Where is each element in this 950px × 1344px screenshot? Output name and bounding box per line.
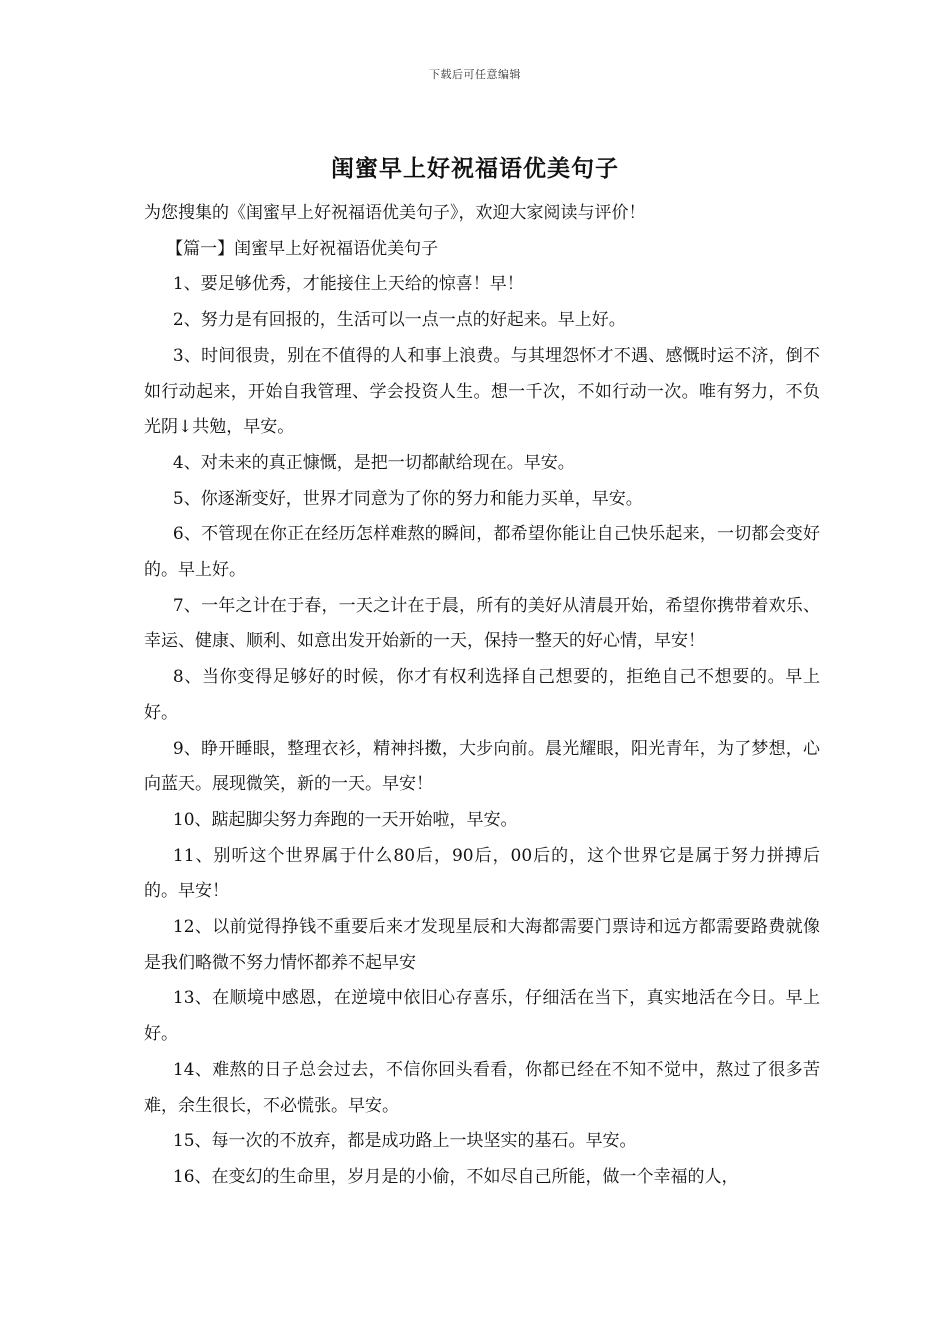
list-item: 6、不管现在你正在经历怎样难熬的瞬间，都希望你能让自己快乐起来，一切都会变好的。早上好。 <box>144 524 820 581</box>
list-item: 3、时间很贵，别在不值得的人和事上浪费。与其埋怨怀才不遇、感慨时运不济，倒不如行动起来，开始自我管理、学会投资人生。想一千次，不如行动一次。唯有努力，不负光阴↓共勉，早安。 <box>144 345 820 438</box>
list-item: 14、难熬的日子总会过去，不信你回头看看，你都已经在不知不觉中，熬过了很多苦难，余生很长，不必慌张。早安。 <box>144 1059 820 1116</box>
intro-paragraph: 为您搜集的《闺蜜早上好祝福语优美句子》，欢迎大家阅读与评价！ <box>144 203 646 223</box>
list-item: 16、在变幻的生命里，岁月是的小偷，不如尽自己所能，做一个幸福的人， <box>172 1166 739 1187</box>
list-item: 10、踮起脚尖努力奔跑的一天开始啦，早安。 <box>172 809 518 830</box>
list-item: 7、一年之计在于春，一天之计在于晨，所有的美好从清晨开始，希望你携带着欢乐、幸运、健康、顺利、如意出发开始新的一天，保持一整天的好心情，早安！ <box>144 595 820 652</box>
list-item: 12、以前觉得挣钱不重要后来才发现星辰和大海都需要门票诗和远方都需要路费就像是我们略微不努力情怀都养不起早安 <box>144 917 820 973</box>
list-item: 8、当你变得足够好的时候，你才有权利选择自己想要的，拒绝自己不想要的。早上好。 <box>144 667 820 723</box>
list-item: 4、对未来的真正慷慨，是把一切都献给现在。早安。 <box>172 452 575 473</box>
section-heading: 【篇一】闺蜜早上好祝福语优美句子 <box>166 238 439 259</box>
header-note: 下载后可任意编辑 <box>429 68 521 81</box>
list-item: 11、别听这个世界属于什么80后，90后，00后的，这个世界它是属于努力拼搏后的。早安！ <box>144 845 820 902</box>
list-item: 2、努力是有回报的，生活可以一点一点的好起来。早上好。 <box>172 310 626 331</box>
list-item: 1、要足够优秀，才能接住上天给的惊喜！早！ <box>172 274 524 295</box>
list-item: 13、在顺境中感恩，在逆境中依旧心存喜乐，仔细活在当下，真实地活在今日。早上好。 <box>144 988 820 1045</box>
document-body <box>144 196 820 1196</box>
list-item: 15、每一次的不放弃，都是成功路上一块坚实的基石。早安。 <box>172 1131 637 1152</box>
page-title: 闺蜜早上好祝福语优美句子 <box>331 155 619 182</box>
list-item: 5、你逐渐变好，世界才同意为了你的努力和能力买单，早安。 <box>172 488 643 509</box>
list-item: 9、睁开睡眼，整理衣衫，精神抖擞，大步向前。晨光耀眼，阳光青年，为了梦想，心向蓝天。展现微笑，新的一天。早安！ <box>144 738 820 795</box>
